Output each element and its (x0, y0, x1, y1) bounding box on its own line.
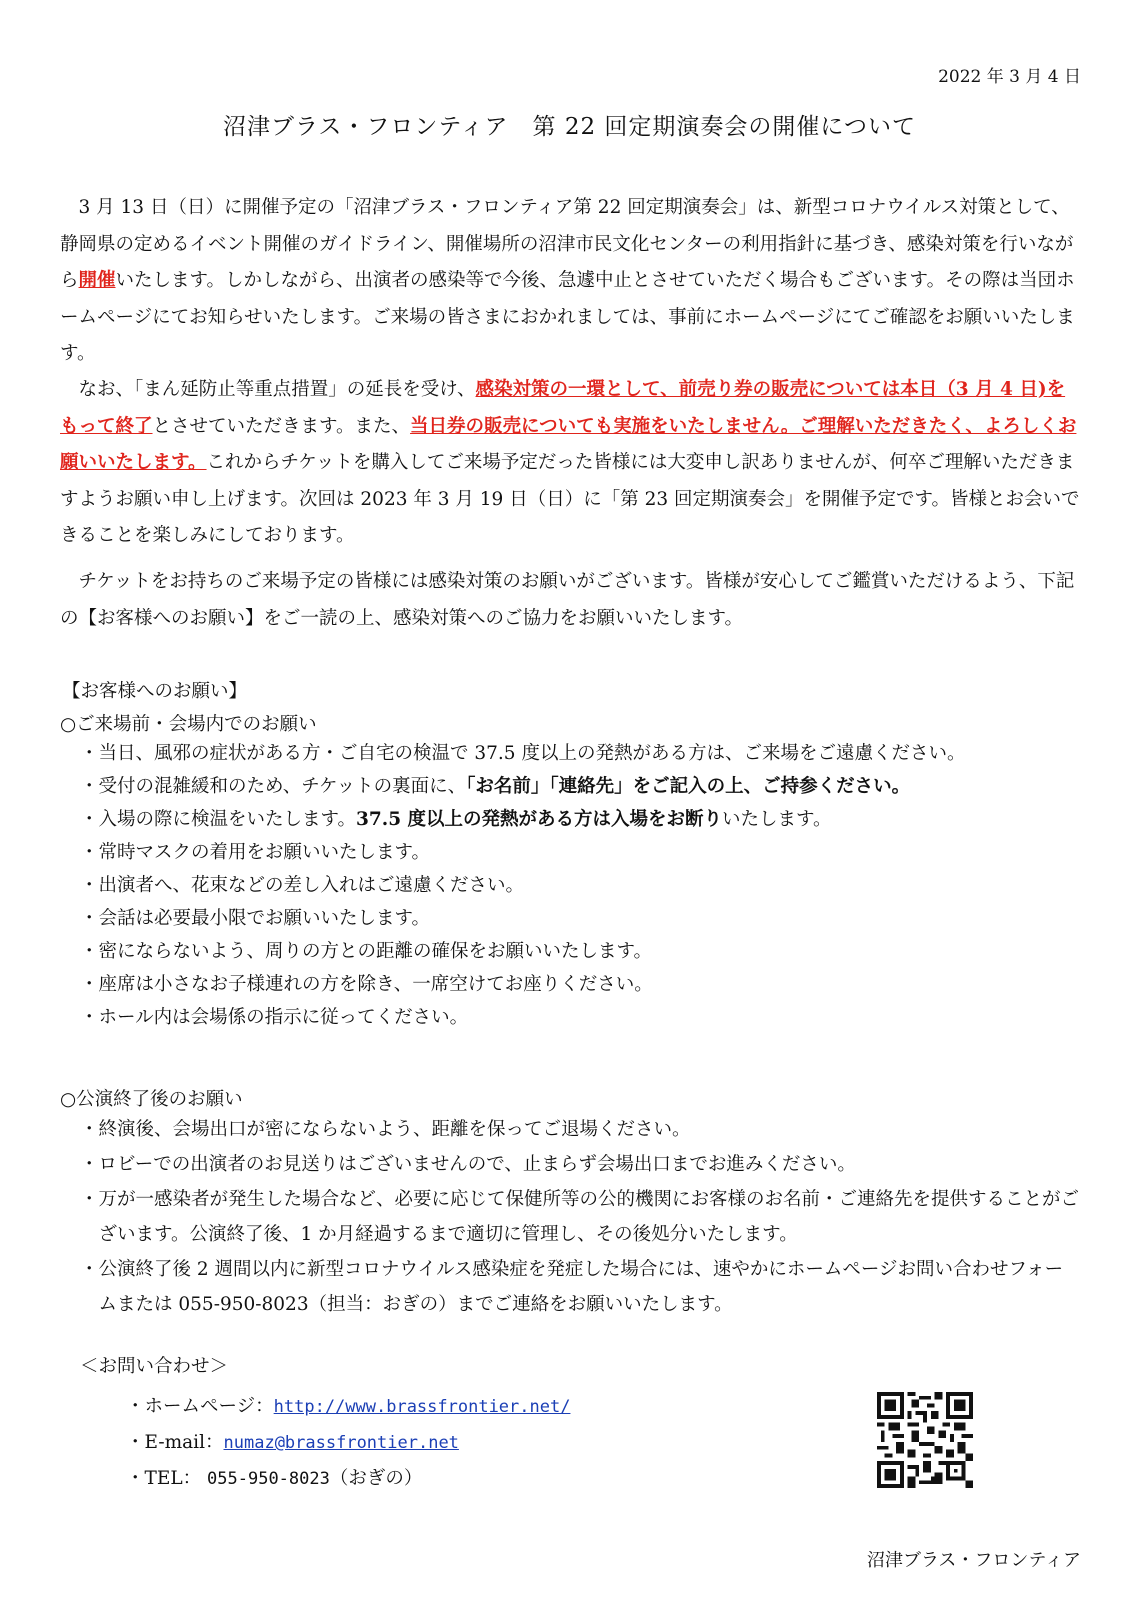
after-performance-heading: ○公演終了後のお願い (60, 1089, 243, 1110)
organization-signature: 沼津ブラス・フロンティア (866, 1550, 1081, 1571)
document-title: 沼津ブラス・フロンティア 第 22 回定期演奏会の開催について (223, 114, 916, 140)
list-item: ・公演終了後 2 週間以内に新型コロナウイルス感染症を発症した場合には、速やかにホームページお問い合わせフォームまたは 055-950-8023（担当：おぎの）までご連絡をお願いいたします。 (80, 1259, 1064, 1315)
list-item: ・会話は必要最小限でお願いいたします。 (80, 908, 431, 929)
list-item: ・入場の際に検温をいたします。37.5 度以上の発熱がある方は入場をお断りいたします。 (80, 809, 832, 830)
ticket-sales-paragraph: なお、「まん延防止等重点措置」の延長を受け、感染対策の一環として、前売り券の販売については本日（3 月 4 日)をもって終了とさせていただきます。また、当日券の販売についても実施をいたしません。ご理解いただきたく、よろしくお願いいたします。これからチケットを購入してご来場予定だった皆様には大変申し訳ありませんが、何卒ご理解いただきますようお願い申し上げます。次回は 2023 年 3 月 19 日（日）に「第 23 回定期演奏会」を開催予定です。皆様とお会いできることを楽しみにしております。 (60, 379, 1080, 546)
intro-paragraph: 3 月 13 日（日）に開催予定の「沼津ブラス・フロンティア第 22 回定期演奏会」は、新型コロナウイルス対策として、静岡県の定めるイベント開催のガイドライン、開催場所の沼津市民文化センターの利用指針に基づき、感染対策を行いながら開催いたします。しかしながら、出演者の感染等で今後、急遽中止とさせていただく場合もございます。その際は当団ホームページにてお知らせいたします。ご来場の皆さまにおかれましては、事前にホームページにてご確認をお願いいたします。 (60, 197, 1075, 364)
issue-date: 2022 年 3 月 4 日 (938, 67, 1081, 87)
after-performance-list (80, 1112, 1080, 1322)
list-item: ・出演者へ、花束などの差し入れはご遠慮ください。 (80, 875, 525, 896)
contact-tel: ・TEL： 055-950-8023（おぎの） (126, 1468, 423, 1489)
list-item: ・常時マスクの着用をお願いいたします。 (80, 842, 431, 863)
list-item: ・密にならないよう、周りの方との距離の確保をお願いいたします。 (80, 941, 653, 962)
infection-measures-paragraph: チケットをお持ちのご来場予定の皆様には感染対策のお願いがございます。皆様が安心してご鑑賞いただけるよう、下記の【お客様へのお願い】をご一読の上、感染対策へのご協力をお願いいたします。 (60, 571, 1075, 629)
before-visit-list (80, 737, 1080, 1034)
contact-homepage: ・ホームページ：http://www.brassfrontier.net/ (126, 1396, 571, 1417)
contact-email: ・E-mail：numaz@brassfrontier.net (126, 1432, 459, 1453)
list-item: ・当日、風邪の症状がある方・ご自宅の検温で 37.5 度以上の発熱がある方は、ご来場をご遠慮ください。 (80, 743, 966, 764)
before-visit-heading: ○ご来場前・会場内でのお願い (60, 714, 317, 735)
list-item: ・ロビーでの出演者のお見送りはございませんので、止まらず会場出口までお進みください。 (80, 1154, 856, 1175)
list-item: ・受付の混雑緩和のため、チケットの裏面に、「お名前」「連絡先」をご記入の上、ご持参ください。 (80, 776, 911, 797)
contact-heading: ＜お問い合わせ＞ (80, 1356, 229, 1377)
list-item: ・終演後、会場出口が密にならないよう、距離を保ってご退場ください。 (80, 1119, 691, 1140)
highlight-door-sales-none: 当日券の販売についても実施をいたしません。ご理解いただきたく、よろしくお願いいたします。 (60, 415, 1077, 473)
list-item: ・万が一感染者が発生した場合など、必要に応じて保健所等の公的機関にお客様のお名前・ご連絡先を提供することがございます。公演終了後、1 か月経過するまで適切に管理し、その後処分いたします。 (80, 1189, 1080, 1245)
homepage-link[interactable]: http://www.brassfrontier.net/ (273, 1397, 571, 1417)
highlight-holding: 開催 (78, 270, 116, 291)
email-link[interactable]: numaz@brassfrontier.net (223, 1433, 459, 1453)
requests-heading: 【お客様へのお願い】 (62, 681, 248, 702)
highlight-advance-sales-end: 感染対策の一環として、前売り券の販売については本日（3 月 4 日)をもって終了 (60, 379, 1066, 437)
list-item: ・座席は小さなお子様連れの方を除き、一席空けてお座りください。 (80, 974, 653, 995)
qr-code-icon[interactable] (877, 1392, 973, 1488)
list-item: ・ホール内は会場係の指示に従ってください。 (80, 1007, 469, 1028)
